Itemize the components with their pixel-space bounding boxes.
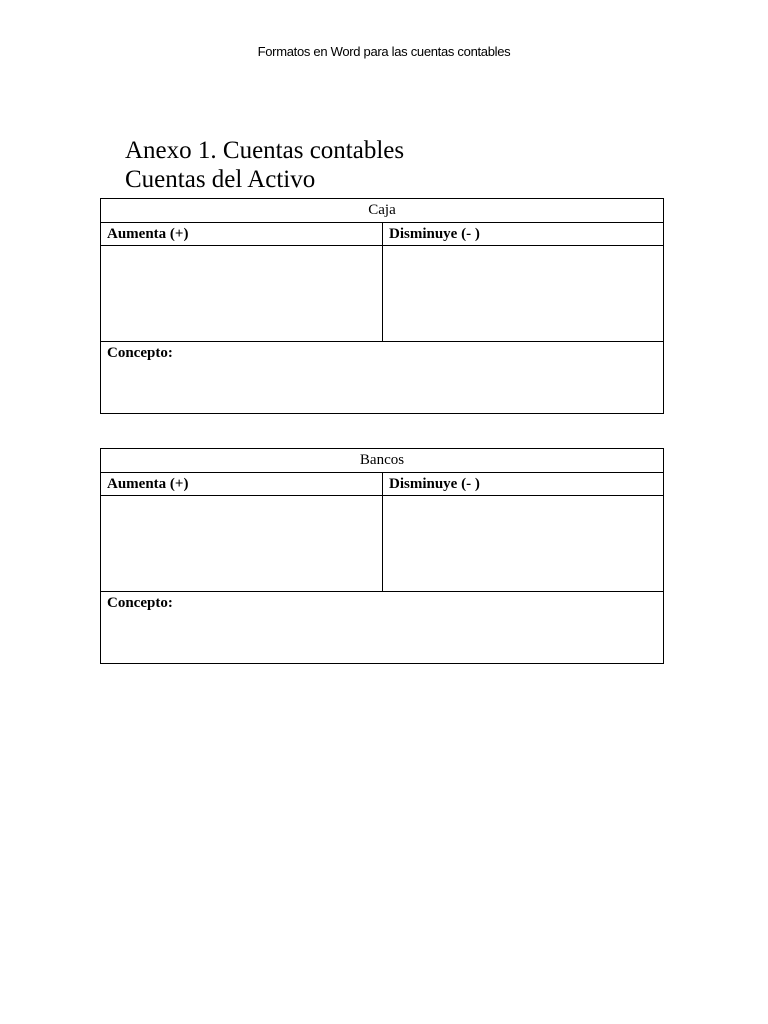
increase-entry-cell[interactable] <box>101 246 383 342</box>
concept-label: Concepto: <box>107 595 173 611</box>
account-title-caja: Caja <box>101 199 664 223</box>
page-header: Formatos en Word para las cuentas contables <box>257 44 511 59</box>
account-title-bancos: Bancos <box>101 449 664 473</box>
decrease-entry-cell[interactable] <box>383 496 664 592</box>
document-subheading: Cuentas del Activo <box>125 166 316 193</box>
bancos-account-table <box>100 448 664 664</box>
decrease-entry-cell[interactable] <box>383 246 664 342</box>
concept-cell[interactable] <box>101 592 664 664</box>
increase-header: Aumenta (+) <box>101 223 383 246</box>
decrease-header: Disminuye (- ) <box>383 223 664 246</box>
decrease-header: Disminuye (- ) <box>383 473 664 496</box>
concept-cell[interactable] <box>101 342 664 414</box>
increase-header: Aumenta (+) <box>101 473 383 496</box>
caja-account-table <box>100 198 664 414</box>
concept-label: Concepto: <box>107 345 173 361</box>
document-heading: Anexo 1. Cuentas contables <box>125 137 405 164</box>
increase-entry-cell[interactable] <box>101 496 383 592</box>
